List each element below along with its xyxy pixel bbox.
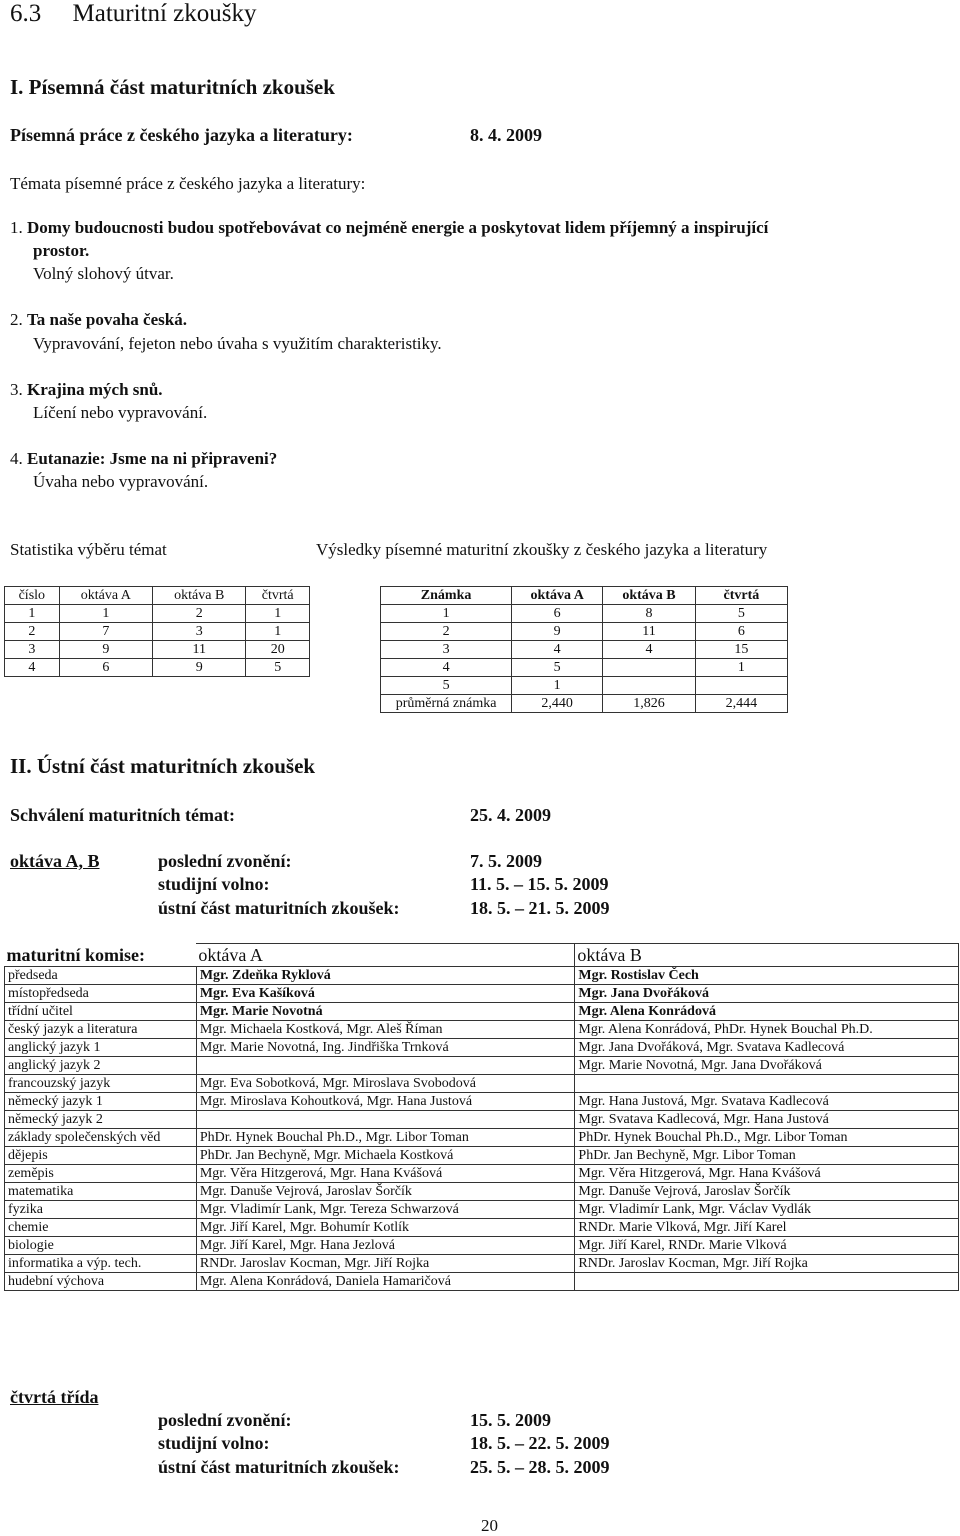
cell: 4 [381,659,512,677]
komise-oktava-a-cell: Mgr. Jiří Karel, Mgr. Hana Jezlová [196,1237,575,1255]
cell: 11 [153,641,246,659]
komise-oktava-a-cell [196,1057,575,1075]
cell: 1 [695,659,787,677]
komise-oktava-a-cell: Mgr. Věra Hitzgerová, Mgr. Hana Kvášová [196,1165,575,1183]
komise-table [4,943,959,1291]
ctvrta-item-date: 18. 5. – 22. 5. 2009 [470,1433,610,1453]
komise-row [5,1057,959,1075]
komise-oktava-b-cell: Mgr. Danuše Vejrová, Jaroslav Šorčík [575,1183,959,1201]
cell: 2 [153,605,246,623]
komise-role-cell: anglický jazyk 2 [5,1057,197,1075]
topic-title: Krajina mých snů. [27,380,163,399]
topic-num: 2. [10,310,23,329]
komise-oktava-b-cell: Mgr. Svatava Kadlecová, Mgr. Hana Justová [575,1111,959,1129]
header-cell: Známka [381,587,512,605]
cell: 1 [381,605,512,623]
stats-table [4,586,310,677]
komise-header-cell: oktáva A [196,944,575,967]
komise-row [5,967,959,985]
komise-oktava-a-cell: PhDr. Hynek Bouchal Ph.D., Mgr. Libor Toman [196,1129,575,1147]
cell [695,677,787,695]
table-row [5,623,310,641]
komise-role-cell: předseda [5,967,197,985]
cell: 1 [59,605,152,623]
komise-row [5,1039,959,1057]
cell: 3 [5,641,60,659]
cell: 1 [512,677,603,695]
header-cell: oktáva B [153,587,246,605]
komise-row [5,1129,959,1147]
cell: 1 [246,605,310,623]
cell: 2 [381,623,512,641]
komise-role-cell: anglický jazyk 1 [5,1039,197,1057]
table-row [381,623,788,641]
komise-oktava-b-cell: Mgr. Marie Novotná, Mgr. Jana Dvořáková [575,1057,959,1075]
komise-row [5,1093,959,1111]
cell: 9 [59,641,152,659]
komise-oktava-b-cell [575,1075,959,1093]
komise-oktava-a-cell: Mgr. Alena Konrádová, Daniela Hamaričová [196,1273,575,1291]
exam-label: Písemná práce z českého jazyka a literatury: [10,125,353,145]
komise-row [5,1003,959,1021]
header-cell: oktáva A [512,587,603,605]
komise-oktava-b-cell: Mgr. Alena Konrádová, PhDr. Hynek Bouchal Ph.D. [575,1021,959,1039]
komise-row [5,1237,959,1255]
komise-role-cell: zeměpis [5,1165,197,1183]
komise-header-cell: maturitní komise: [5,944,197,967]
cell: 2 [5,623,60,641]
komise-role-cell: základy společenských věd [5,1129,197,1147]
komise-role-cell: místopředseda [5,985,197,1003]
topic-title: Eutanazie: Jsme na ni připraveni? [27,449,278,468]
ctvrta-label: čtvrtá třída [10,1387,99,1407]
cell: 5 [381,677,512,695]
cell: 6 [695,623,787,641]
topic-2 [10,310,187,330]
komise-row [5,1219,959,1237]
komise-oktava-b-cell [575,1273,959,1291]
komise-row [5,985,959,1003]
komise-oktava-b-cell: Mgr. Rostislav Čech [575,967,959,985]
ctvrta-item-label: poslední zvonění: [158,1410,292,1430]
okt-item-date: 11. 5. – 15. 5. 2009 [470,874,609,894]
table-row [5,605,310,623]
komise-row [5,1183,959,1201]
komise-oktava-a-cell: Mgr. Zdeňka Ryklová [196,967,575,985]
cell: 4 [603,641,696,659]
table-row [381,605,788,623]
cell: 1,826 [603,695,696,713]
komise-oktava-b-cell: Mgr. Vladimír Lank, Mgr. Václav Vydlák [575,1201,959,1219]
okt-item-label: studijní volno: [158,874,270,894]
komise-role-cell: třídní učitel [5,1003,197,1021]
komise-row [5,1111,959,1129]
ctvrta-item-label: studijní volno: [158,1433,270,1453]
cell: 5 [246,659,310,677]
header-cell: oktáva A [59,587,152,605]
oktava-label: oktáva A, B [10,851,100,871]
komise-role-cell: fyzika [5,1201,197,1219]
cell: 9 [153,659,246,677]
cell: 9 [512,623,603,641]
cell: 4 [512,641,603,659]
komise-row [5,1273,959,1291]
cell: 6 [512,605,603,623]
topic-num: 4. [10,449,23,468]
komise-oktava-b-cell: RNDr. Jaroslav Kocman, Mgr. Jiří Rojka [575,1255,959,1273]
page-number: 20 [481,1516,498,1535]
komise-row [5,1255,959,1273]
part1-title: I. Písemná část maturitních zkoušek [10,75,335,99]
ctvrta-item-label: ústní část maturitních zkoušek: [158,1457,400,1477]
komise-oktava-a-cell: PhDr. Jan Bechyně, Mgr. Michaela Kostková [196,1147,575,1165]
cell: 4 [5,659,60,677]
komise-role-cell: matematika [5,1183,197,1201]
komise-oktava-a-cell: Mgr. Marie Novotná [196,1003,575,1021]
komise-row [5,1147,959,1165]
cell: 2,440 [512,695,603,713]
komise-role-cell: německý jazyk 2 [5,1111,197,1129]
topic-title: Ta naše povaha česká. [27,310,187,329]
komise-row [5,1021,959,1039]
cell: 1 [246,623,310,641]
komise-oktava-a-cell: Mgr. Eva Kašíková [196,985,575,1003]
komise-oktava-a-cell: Mgr. Jiří Karel, Mgr. Bohumír Kotlík [196,1219,575,1237]
komise-oktava-a-cell: Mgr. Michaela Kostková, Mgr. Aleš Říman [196,1021,575,1039]
cell [603,659,696,677]
komise-role-cell: hudební výchova [5,1273,197,1291]
cell: 1 [5,605,60,623]
komise-oktava-b-cell: PhDr. Jan Bechyně, Mgr. Libor Toman [575,1147,959,1165]
part2-title: II. Ústní část maturitních zkoušek [10,754,316,778]
komise-oktava-b-cell: RNDr. Marie Vlková, Mgr. Jiří Karel [575,1219,959,1237]
approval-date: 25. 4. 2009 [470,805,551,825]
komise-oktava-b-cell: Mgr. Jiří Karel, RNDr. Marie Vlková [575,1237,959,1255]
cell: 7 [59,623,152,641]
komise-row [5,1201,959,1219]
header-cell: čtvrtá [695,587,787,605]
komise-oktava-b-cell: Mgr. Věra Hitzgerová, Mgr. Hana Kvášová [575,1165,959,1183]
cell: 8 [603,605,696,623]
section-title: 6.3 Maturitní zkoušky [10,0,257,27]
komise-role-cell: francouzský jazyk [5,1075,197,1093]
header-cell: číslo [5,587,60,605]
ctvrta-item-date: 15. 5. 2009 [470,1410,551,1430]
komise-header-cell: oktáva B [575,944,959,967]
topic-4 [10,449,277,469]
topic-num: 3. [10,380,23,399]
komise-role-cell: informatika a výp. tech. [5,1255,197,1273]
table-row [381,641,788,659]
results-table [380,586,788,713]
table-row-average [381,695,788,713]
cell: 3 [153,623,246,641]
cell [603,677,696,695]
topic-3 [10,380,163,400]
cell: 11 [603,623,696,641]
komise-oktava-b-cell: Mgr. Jana Dvořáková, Mgr. Svatava Kadlecová [575,1039,959,1057]
topic-1 [10,218,768,238]
topic-num: 1. [10,218,23,237]
table-header-row [5,587,310,605]
approval-label: Schválení maturitních témat: [10,805,235,825]
komise-header-row [5,944,959,967]
stats-title: Statistika výběru témat [10,540,167,559]
komise-row [5,1165,959,1183]
komise-oktava-a-cell: Mgr. Eva Sobotková, Mgr. Miroslava Svobodová [196,1075,575,1093]
komise-row [5,1075,959,1093]
table-row [5,659,310,677]
komise-role-cell: chemie [5,1219,197,1237]
topics-label: Témata písemné práce z českého jazyka a literatury: [10,174,366,193]
komise-role-cell: německý jazyk 1 [5,1093,197,1111]
topic-1-title-cont: prostor. [33,241,90,260]
komise-role-cell: český jazyk a literatura [5,1021,197,1039]
cell: 6 [59,659,152,677]
cell: 20 [246,641,310,659]
topic-title: Domy budoucnosti budou spotřebovávat co nejméně energie a poskytovat lidem příjemný a inspirující [27,218,769,237]
okt-item-date: 7. 5. 2009 [470,851,542,871]
table-row [381,659,788,677]
exam-date: 8. 4. 2009 [470,125,542,145]
table-header-row [381,587,788,605]
komise-oktava-a-cell: RNDr. Jaroslav Kocman, Mgr. Jiří Rojka [196,1255,575,1273]
komise-oktava-b-cell: Mgr. Jana Dvořáková [575,985,959,1003]
results-title: Výsledky písemné maturitní zkoušky z českého jazyka a literatury [316,540,768,559]
komise-oktava-a-cell: Mgr. Miroslava Kohoutková, Mgr. Hana Justová [196,1093,575,1111]
table-row [381,677,788,695]
topic-3-form: Líčení nebo vypravování. [33,403,208,422]
table-row [5,641,310,659]
komise-oktava-a-cell: Mgr. Vladimír Lank, Mgr. Tereza Schwarzová [196,1201,575,1219]
cell: 2,444 [695,695,787,713]
header-cell: čtvrtá [246,587,310,605]
komise-oktava-b-cell: PhDr. Hynek Bouchal Ph.D., Mgr. Libor Toman [575,1129,959,1147]
topic-2-form: Vypravování, fejeton nebo úvaha s využitím charakteristiky. [33,334,442,353]
komise-oktava-b-cell: Mgr. Alena Konrádová [575,1003,959,1021]
okt-item-date: 18. 5. – 21. 5. 2009 [470,898,610,918]
okt-item-label: poslední zvonění: [158,851,292,871]
cell: 5 [695,605,787,623]
cell: 5 [512,659,603,677]
komise-oktava-a-cell: Mgr. Marie Novotná, Ing. Jindřiška Trnková [196,1039,575,1057]
header-cell: oktáva B [603,587,696,605]
cell: průměrná známka [381,695,512,713]
komise-role-cell: dějepis [5,1147,197,1165]
cell: 15 [695,641,787,659]
cell: 3 [381,641,512,659]
topic-1-form: Volný slohový útvar. [33,264,174,283]
topic-4-form: Úvaha nebo vypravování. [33,472,209,491]
komise-oktava-a-cell [196,1111,575,1129]
komise-oktava-a-cell: Mgr. Danuše Vejrová, Jaroslav Šorčík [196,1183,575,1201]
komise-role-cell: biologie [5,1237,197,1255]
okt-item-label: ústní část maturitních zkoušek: [158,898,400,918]
ctvrta-item-date: 25. 5. – 28. 5. 2009 [470,1457,610,1477]
komise-oktava-b-cell: Mgr. Hana Justová, Mgr. Svatava Kadlecová [575,1093,959,1111]
